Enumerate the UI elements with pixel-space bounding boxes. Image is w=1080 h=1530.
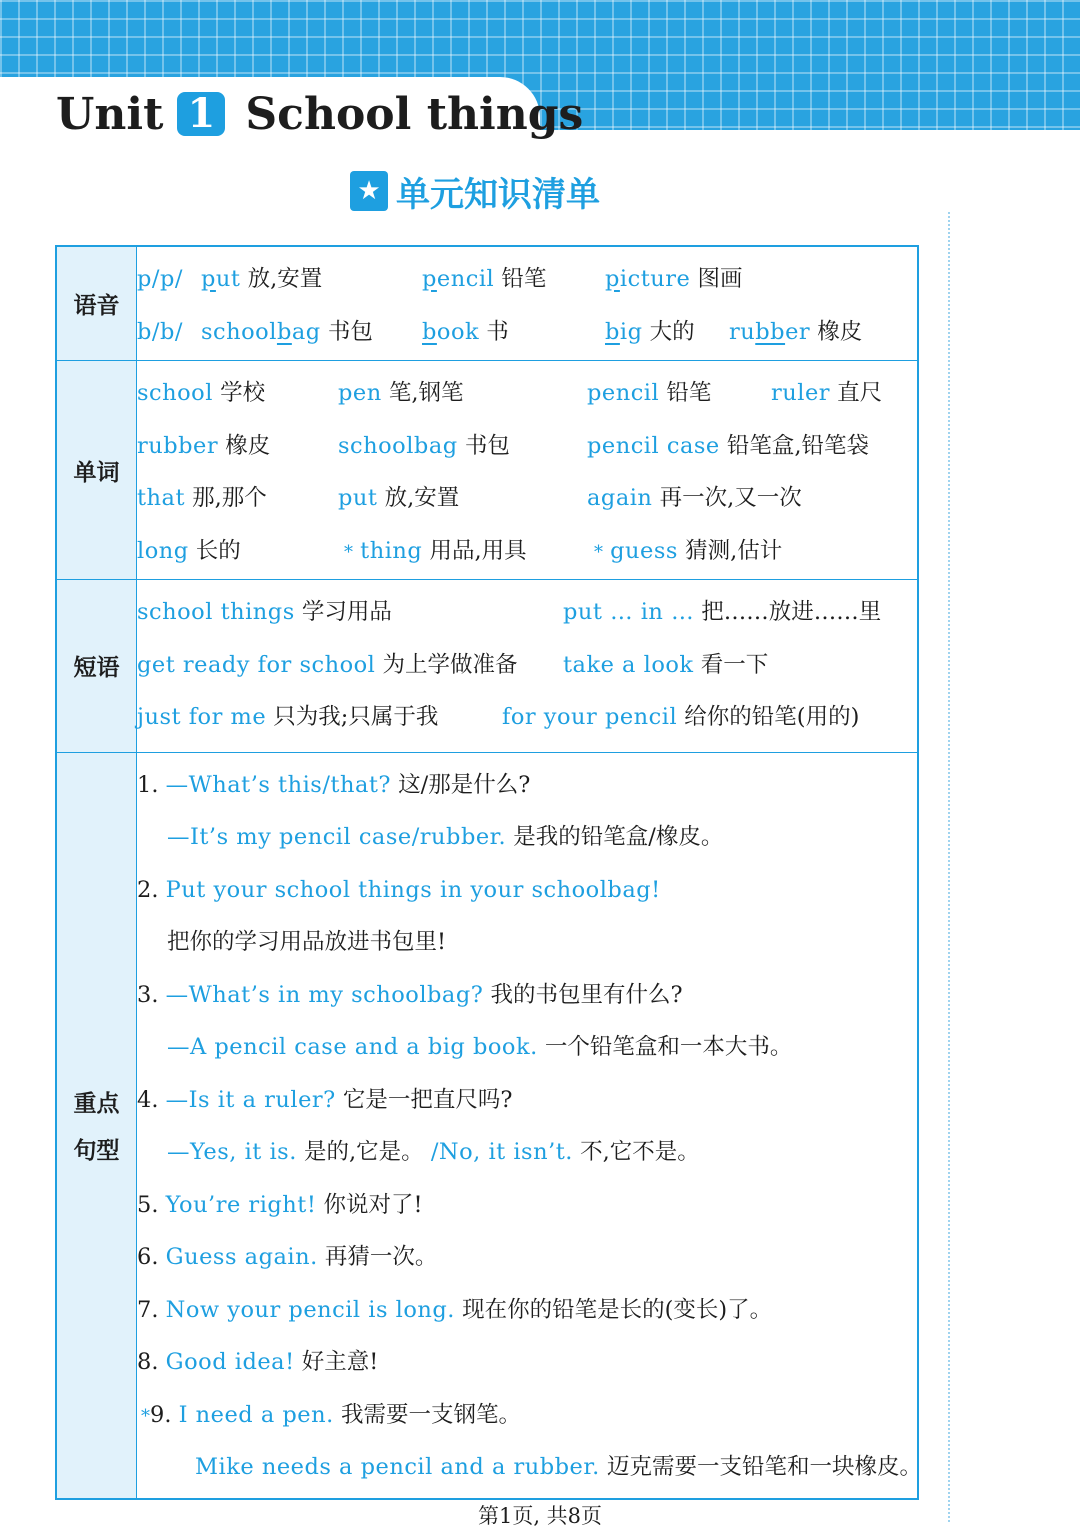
sentence-line: —It’s my pencil case/rubber. 是我的铅笔盒/橡皮。 bbox=[167, 824, 724, 850]
section-title bbox=[350, 168, 600, 214]
words-body bbox=[137, 361, 919, 580]
sentences-body bbox=[137, 752, 922, 1499]
phonics-label-b: b/b/ bbox=[137, 318, 183, 345]
sentence-line: 3. —What’s in my schoolbag? 我的书包里有什么? bbox=[137, 981, 683, 1008]
category-words: 单词 bbox=[56, 361, 137, 580]
phonics-row bbox=[56, 246, 918, 361]
sentences-row bbox=[56, 752, 918, 1499]
unit-name: School things bbox=[245, 88, 584, 140]
word-item: pen 笔,钢笔 bbox=[338, 380, 464, 406]
category-sentences bbox=[56, 752, 137, 1499]
sentence-line: 8. Good idea! 好主意! bbox=[137, 1349, 379, 1375]
sentence-line: *9. I need a pen. 我需要一支钢笔。 bbox=[141, 1401, 521, 1428]
phrase-item: get ready for school 为上学做准备 bbox=[137, 651, 518, 678]
word-item: ruler 直尺 bbox=[771, 380, 883, 406]
section-title-text: 单元知识清单 bbox=[396, 174, 600, 215]
dotted-divider bbox=[948, 212, 950, 1522]
phrase-item: just for me 只为我;只属于我 bbox=[137, 704, 439, 730]
word-item: pencil 铅笔 bbox=[587, 380, 712, 406]
category-sentences-line2: 句型 bbox=[73, 1138, 120, 1164]
word-item: rubber 橡皮 bbox=[137, 432, 271, 459]
word-item: * thing 用品,用具 bbox=[344, 537, 527, 564]
word-item: again 再一次,又一次 bbox=[587, 485, 802, 511]
word-item: schoolbag 书包 bbox=[338, 432, 510, 459]
word-item: * guess 猜测,估计 bbox=[594, 537, 783, 564]
phrases-row bbox=[56, 580, 918, 753]
sentence-line: 7. Now your pencil is long. 现在你的铅笔是长的(变长)了。 bbox=[137, 1296, 773, 1323]
sentence-line: 2. Put your school things in your schoolbag! bbox=[137, 876, 661, 903]
word-item: that 那,那个 bbox=[137, 485, 267, 511]
sentence-line: 1. —What’s this/that? 这/那是什么? bbox=[137, 771, 531, 798]
category-phrases: 短语 bbox=[56, 580, 137, 753]
knowledge-table bbox=[55, 245, 922, 1500]
sentence-line: —A pencil case and a big book. 一个铅笔盒和一本大书。 bbox=[167, 1034, 793, 1060]
phonics-item: rubber 橡皮 bbox=[729, 318, 863, 345]
sentence-line: 6. Guess again. 再猜一次。 bbox=[137, 1244, 438, 1270]
phonics-item: schoolbag 书包 bbox=[201, 318, 373, 345]
sentence-line: 5. You’re right! 你说对了! bbox=[137, 1191, 423, 1218]
sentence-line: —Yes, it is. 是的,它是。 /No, it isn’t. 不,它不是。 bbox=[167, 1139, 700, 1165]
phonics-item: book 书 bbox=[422, 318, 509, 345]
phrase-item: take a look 看一下 bbox=[563, 651, 769, 678]
phrase-item: for your pencil 给你的铅笔(用的) bbox=[502, 704, 860, 730]
sentence-line: 把你的学习用品放进书包里! bbox=[167, 929, 447, 955]
word-item: long 长的 bbox=[137, 537, 241, 564]
word-item: pencil case 铅笔盒,铅笔袋 bbox=[587, 432, 870, 459]
phonics-label-p: p/p/ bbox=[137, 266, 183, 292]
phonics-item: picture 图画 bbox=[605, 266, 743, 292]
word-item: put 放,安置 bbox=[338, 485, 460, 511]
category-phonics: 语音 bbox=[56, 246, 137, 361]
unit-number-badge: 1 bbox=[177, 92, 225, 136]
sentence-line: Mike needs a pencil and a rubber. 迈克需要一支铅笔和一块橡皮。 bbox=[195, 1454, 922, 1480]
phonics-item: pencil 铅笔 bbox=[422, 266, 547, 292]
phonics-item: put 放,安置 bbox=[201, 266, 323, 292]
word-item: school 学校 bbox=[137, 380, 266, 406]
phonics-body bbox=[137, 246, 919, 361]
unit-word: Unit bbox=[56, 88, 164, 140]
words-row bbox=[56, 361, 918, 580]
phrases-body bbox=[137, 580, 919, 753]
phonics-item: big 大的 bbox=[605, 318, 695, 345]
unit-title bbox=[56, 84, 583, 144]
phrase-item: put … in … 把……放进……里 bbox=[563, 599, 882, 625]
sentence-line: 4. —Is it a ruler? 它是一把直尺吗? bbox=[137, 1086, 513, 1113]
category-sentences-line1: 重点 bbox=[73, 1091, 120, 1117]
phrase-item: school things 学习用品 bbox=[137, 599, 392, 625]
star-icon: ★ bbox=[350, 171, 388, 211]
page-footer: 第1页, 共8页 bbox=[477, 1504, 603, 1528]
